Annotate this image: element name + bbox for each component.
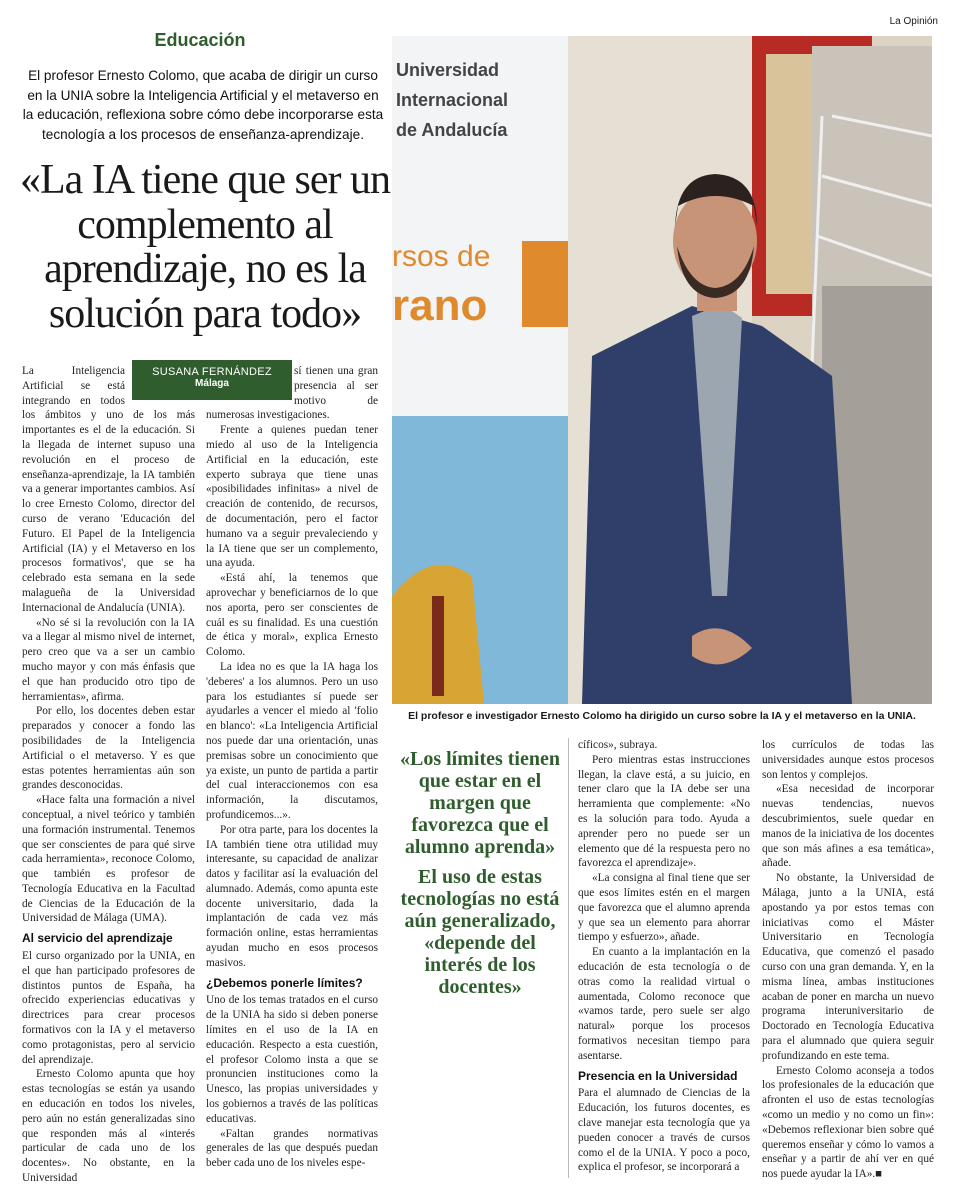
col3-paragraph: En cuanto a la implantación en la educación de esta tecnología o de otras como la realidad virtual o aumentada, Colomo reconoce que «vamos tarde, pero suele ser algo natural» porque los procesos formativos necesitan tiempo para asentarse.: [578, 946, 750, 1062]
col4-last-paragraph: Ernesto Colomo aconseja a todos los profesionales de la educación que afronten el uso de estas tecnologías «como un medio y no como un fin»: «Debemos reflexionar bien sobre qué queremos enseñar y cómo lo vamos a enseñar y a partir de ahí ver en qué nos puede ayudar la IA».: [762, 1064, 934, 1181]
article-column-2: [206, 364, 378, 1174]
photo-caption: El profesor e investigador Ernesto Colomo ha dirigido un curso sobre la IA y el metaverso en la UNIA.: [408, 710, 916, 722]
byline-city: Málaga: [195, 378, 229, 389]
col1-paragraph: «Hace falta una formación a nivel conceptual, a nivel teórico y también una formación instrumental. Tenemos que ser conscientes de para qué sirve cada herramienta», reconoce Colomo, que también es profesor de Tecnología Educativa en la Facultad de Ciencias de la Educación de la Universidad de Málaga (UMA).: [22, 794, 195, 925]
col2-paragraph: Por otra parte, para los docentes la IA también tiene otra utilidad muy interesante, su capacidad de analizar datos y facilitar así la evaluación del alumnado. Además, como apunta este docente universitario, dada la implantación de cada vez más formación online, estas herramientas ayudan mucho en esos procesos masivos.: [206, 823, 378, 969]
col4-paragraph: «Esa necesidad de incorporar nuevas tendencias, nuevos descubrimientos, suele quedar en manos de la iniciativa de los docentes que son más afines a esa temática», añade.: [762, 783, 934, 870]
col4-paragraph: [762, 1064, 934, 1182]
col4-paragraph: los currículos de todas las universidades aunque estos procesos son lentos y complejos.: [762, 739, 934, 781]
col1-paragraph: La Inteligencia Artificial se está integrando en todos los ámbitos y uno de los más importantes es el de la educación. Si la llegada de internet supuso una revolución en el proceso de enseñanza-aprendizaje, la IA también va a generar importantes cambios. Así lo cree Ernesto Colomo, director del curso de verano 'Educación del Futuro. El Papel de la Inteligencia Artificial (IA) y el Metaverso en los procesos formativos', que se ha celebrado esta semana en la sede malagueña de la Universidad Internacional de Andalucía (UNIA).: [22, 365, 195, 614]
end-mark: ■: [875, 1168, 883, 1181]
article-column-1: [22, 364, 195, 1185]
subheading: Al servicio del aprendizaje: [22, 931, 173, 946]
banner-line-1: Universidad: [396, 60, 500, 80]
col2-paragraph: Frente a quienes puedan tener miedo al uso de la Inteligencia Artificial en la educación, este experto subraya que tiene unas «posibilidades infinitas» a nivel de creación de contenido, de recursos, de documentación, pero el factor humano va a seguir prevaleciendo y la IA tiene que ser un complemento, una ayuda.: [206, 424, 378, 570]
col2-paragraph: «Está ahí, la tenemos que aprovechar y beneficiarnos de lo que nos aporta, pero ser conscientes de cuál es su finalidad. Es una cuestión de ética y moral», explica Ernesto Colomo.: [206, 572, 378, 659]
col2-paragraph: Uno de los temas tratados en el curso de la UNIA ha sido si deben ponerse límites en el uso de la IA en educación. Respecto a esta cuestión, el profesor Colomo insta a que se pronuncien instituciones como la Unesco, las propias universidades y los gobiernos a través de las políticas educativas.: [206, 994, 378, 1125]
col3-paragraph: Pero mientras estas instrucciones llegan, la clave está, a su juicio, en tener claro que la IA debe ser una herramienta que complemente: «No es la solución para todo. Ayuda a aprender pero no puede ser un elemento que dé la respuesta pero no favorezca el aprendizaje».: [578, 753, 750, 870]
col1-paragraph: «No sé si la revolución con la IA va a llegar al mismo nivel de internet, pero creo que va a ser un cambio mucho mayor y con más énfasis que el que han producido otro tipo de herramientas», afirma.: [22, 616, 195, 703]
subheading: ¿Debemos ponerle límites?: [206, 975, 363, 990]
section-title: Educación: [154, 30, 246, 50]
col3-paragraph: cíficos», subraya.: [578, 739, 658, 751]
article-column-4: [762, 738, 934, 1181]
col1-paragraph: El curso organizado por la UNIA, en el que han participado profesores de distintos puntos de España, ha ofrecido experiencias educativas y directrices para crear procesos formativos con la IA y el metaverso como protagonistas, pero al servicio del aprendizaje.: [22, 950, 195, 1066]
article-photo: [392, 36, 932, 704]
article-headline: «La IA tiene que ser un complemento al aprendizaje, no es la solución para todo»: [19, 157, 391, 337]
col3-paragraph: «La consigna al final tiene que ser que esos límites estén en el margen que favorezca que el alumno aprenda y que sea un elemento para ahorrar tiempo y esfuerzo», añade.: [578, 872, 750, 944]
col3-paragraph: Para el alumnado de Ciencias de la Educación, los futuros docentes, es clave manejar esta tecnología que ya pueden conocer a través de cursos como el de la UNIA. Y poco a poco, explica el profesor, se incorporará a: [578, 1087, 750, 1174]
banner-line-4: rsos de: [392, 240, 491, 273]
byline-name: SUSANA FERNÁNDEZ: [152, 366, 272, 378]
banner-line-5: rano: [392, 281, 488, 330]
col2-paragraph: La idea no es que la IA haga los 'deberes' a los alumnos. Pero un uso para los estudiantes sí puede ser ayudarles a vencer el miedo al 'folio en blanco': «La Inteligencia Artificial nos puede dar una orientación, unas premisas sobre un conocimiento que ya existe, un punto de partida a partir del cual interaccionemos con esa información, la discutamos, profundicemos...».: [206, 660, 378, 821]
col2-paragraph: «Faltan grandes normativas generales de las que después puedan beber cada uno de los niveles espe-: [206, 1127, 378, 1170]
pull-quote-1: «Los límites tienen que estar en el margen que favorezca que el alumno aprenda»: [400, 748, 560, 858]
col1-paragraph: Ernesto Colomo apunta que hoy estas tecnologías se están ya usando en educación en todos los niveles, pero aún no están generalizadas sino que responden más al «interés particular de cada uno de los docentes». No obstante, en la Universidad: [22, 1068, 195, 1185]
col2-paragraph: sí tienen una gran presencia al ser motivo de numerosas investigaciones.: [206, 365, 378, 422]
photo-illustration: [392, 36, 932, 704]
article-column-3: [578, 738, 750, 1174]
newspaper-brand: La Opinión: [889, 16, 938, 27]
subheading: Presencia en la Universidad: [578, 1068, 738, 1083]
column-divider: [568, 738, 569, 1178]
pull-quote-2: El uso de estas tecnologías no está aún generalizado, «depende del interés de los docentes»: [400, 866, 560, 998]
col4-paragraph: No obstante, la Universidad de Málaga, junto a la UNIA, está apostando ya por estos temas con iniciativas como el Máster Universitario en Tecnología Educativa, que comenzó el pasado curso con una gran demanda. Y, en la misma línea, ambas instituciones acaban de poner en marcha un nuevo programa interuniversitario de Doctorado en Tecnología Educativa para el alumnado que quiera seguir profundizando en este tema.: [762, 872, 934, 1062]
banner-line-3: de Andalucía: [396, 120, 508, 140]
col1-paragraph: Por ello, los docentes deben estar preparados y conocer a fondo las posibilidades de la Inteligencia Artificial o el metaverso. Y es que estas potentes herramientas aún son grandes desconocidas.: [22, 705, 195, 792]
article-lead: El profesor Ernesto Colomo, que acaba de dirigir un curso en la UNIA sobre la Inteligencia Artificial y el metaverso en la educación, reflexiona sobre cómo debe incorporarse esta tecnología a los procesos de enseñanza-aprendizaje.: [22, 68, 384, 142]
banner-line-2: Internacional: [396, 90, 509, 110]
